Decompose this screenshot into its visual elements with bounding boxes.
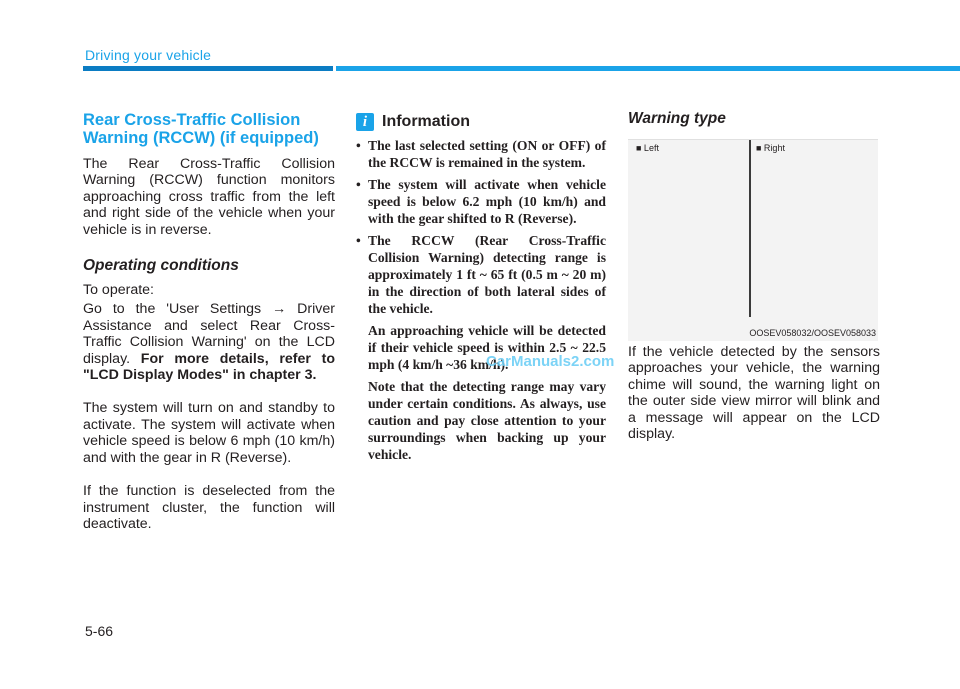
warning-type-heading: Warning type — [628, 110, 726, 127]
header-rule-light — [336, 66, 960, 71]
to-operate-text: To operate: — [83, 282, 154, 299]
info-item — [356, 137, 606, 171]
standby-text: The system will turn on and standby to activate. The system will activate when vehicle speed is below 6 mph (10 km/h) and with the gear in R (Reverse). — [83, 400, 335, 466]
info-item-text: The last selected setting (ON or OFF) of the RCCW is remained in the system. — [368, 138, 606, 170]
header-rule-dark — [83, 66, 333, 71]
information-list — [356, 137, 606, 463]
information-title: Information — [382, 113, 470, 130]
info-item — [356, 232, 606, 463]
bullet: • — [356, 177, 361, 192]
info-item — [356, 176, 606, 227]
information-header — [356, 113, 606, 131]
deselect-text: If the function is deselected from the instrument cluster, the function will deactivate. — [83, 483, 335, 532]
rccw-intro: The Rear Cross-Traffic Collision Warning (RCCW) function monitors approaching cross traffic from the left and right side of the vehicle when your vehicle is in reverse. — [83, 156, 335, 238]
page-number: 5-66 — [85, 623, 114, 639]
warning-body: If the vehicle detected by the sensors approaches your vehicle, the warning chime will sound, the warning light on the outer side view mirror will blink and a message will appear on the LCD display. — [628, 344, 880, 443]
goto-instructions: Go to the 'User Settings → Driver Assistance and select Rear Cross-Traffic Collision Warning' on the LCD display. — [83, 301, 335, 367]
column-left — [83, 111, 335, 532]
figure-label-right: ■ Right — [756, 143, 785, 153]
info-item-text: The RCCW (Rear Cross-Traffic Collision Warning) detecting range is approximately 1 ft ~ 65 ft (0.5 m ~ 20 m) in the direction of both lateral sides of the vehicle. — [368, 233, 606, 316]
column-middle — [356, 113, 606, 468]
info-item-extra: Note that the detecting range may vary under certain conditions. As always, use caution and pay close attention to your surroundings when backing up your vehicle. — [368, 379, 606, 462]
figure-label-left: ■ Left — [636, 143, 659, 153]
column-right — [628, 110, 880, 128]
rccw-title: Rear Cross-Traffic Collision Warning (RCCW) (if equipped) — [83, 111, 319, 147]
warning-figure — [628, 139, 878, 341]
watermark: CarManuals2.com — [486, 353, 615, 370]
info-item-text: The system will activate when vehicle speed is below 6.2 mph (10 km/h) and with the gear shifted to R (Reverse). — [368, 177, 606, 226]
goto-text — [83, 301, 335, 383]
operating-conditions-heading: Operating conditions — [83, 257, 239, 275]
goto-reference: For more details, refer to "LCD Display Modes" in chapter 3. — [83, 350, 335, 384]
bullet: • — [356, 138, 361, 153]
bullet: • — [356, 233, 361, 248]
figure-divider — [749, 140, 751, 317]
section-label: Driving your vehicle — [85, 47, 212, 63]
info-item-extra: An approaching vehicle will be detected if their vehicle speed is within 2.5 ~ 22.5 mph (4 km/h ~36 km/h). — [368, 323, 606, 372]
info-icon: i — [356, 113, 374, 131]
figure-code: OOSEV058032/OOSEV058033 — [749, 328, 876, 338]
